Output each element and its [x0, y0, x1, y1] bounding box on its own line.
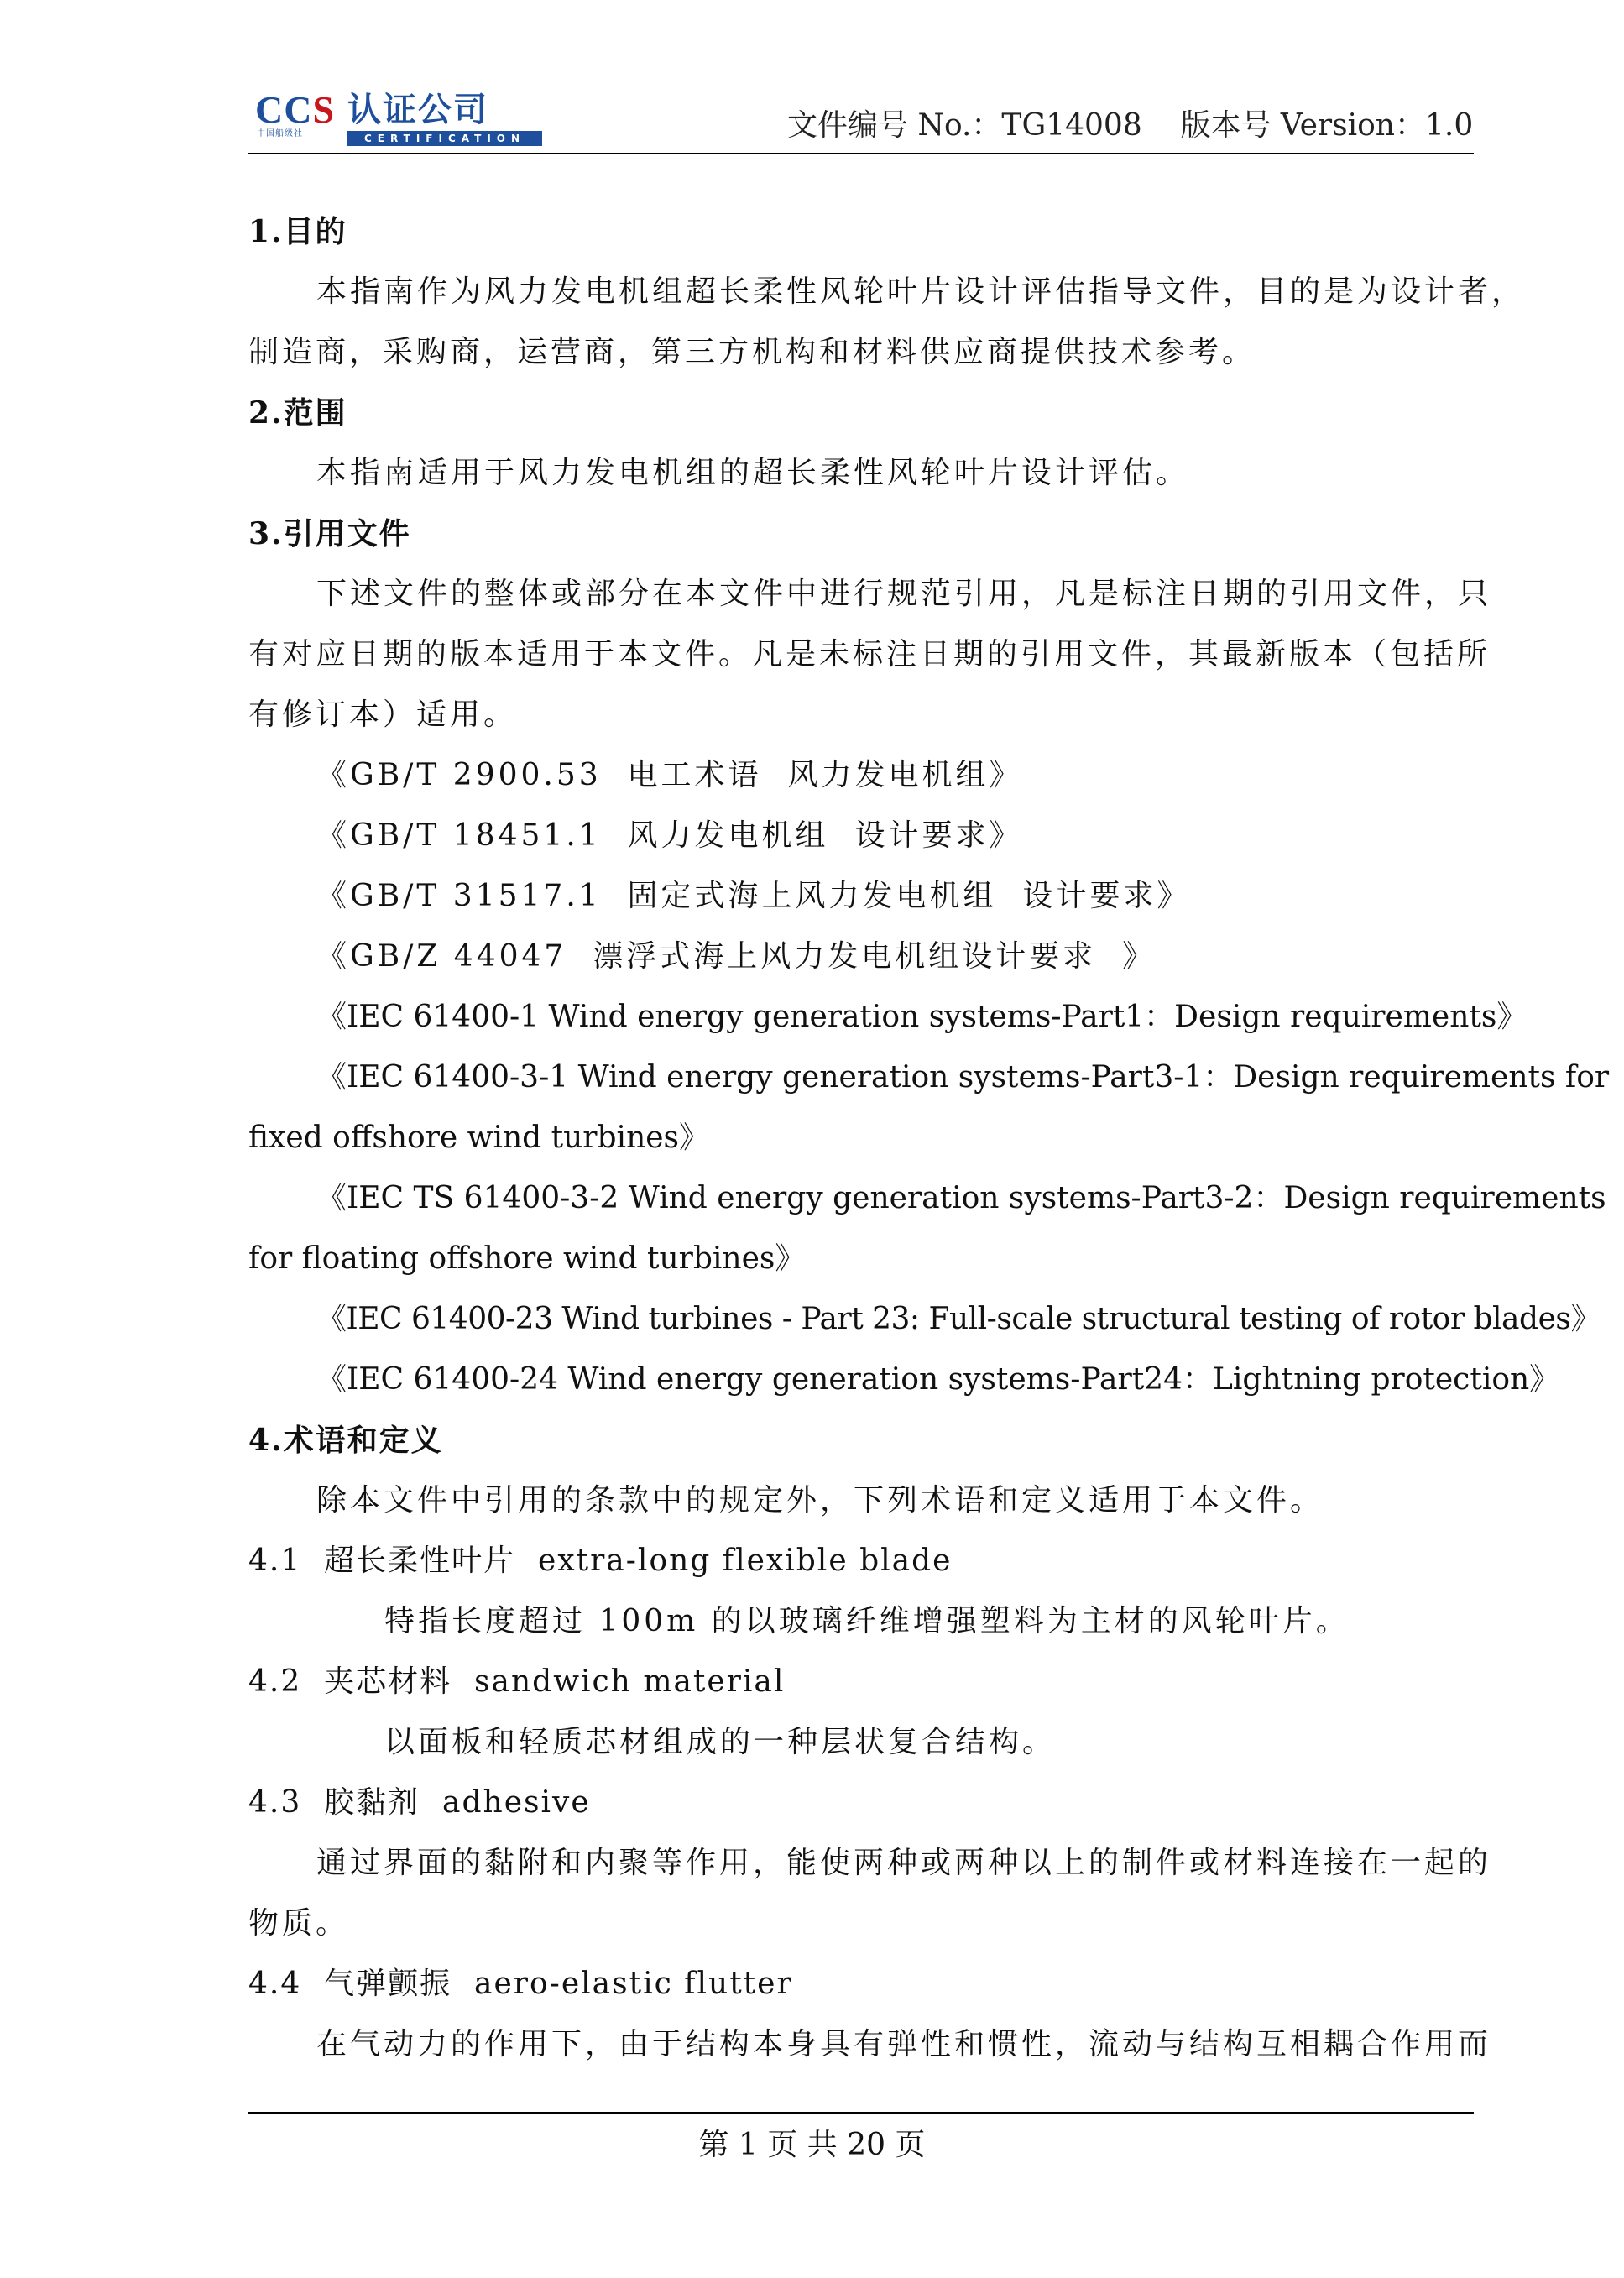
document-number-version: 文件编号 No.：TG14008 版本号 Version：1.0	[787, 108, 1474, 143]
paragraph-line: 有修订本）适用。	[248, 698, 518, 732]
header-divider	[248, 153, 1474, 154]
term-heading: 4.4 气弹颤振 aero-elastic flutter	[248, 1967, 793, 2001]
section-heading-terms: 4.术语和定义	[248, 1423, 443, 1458]
reference-item: 《IEC 61400-3-1 Wind energy generation systems-Part3-1：Design requirements for	[316, 1060, 1610, 1095]
reference-item: 《GB/T 31517.1 固定式海上风力发电机组 设计要求》	[316, 879, 1191, 913]
reference-item-continuation: for floating offshore wind turbines》	[248, 1241, 806, 1276]
paragraph-line: 本指南适用于风力发电机组的超长柔性风轮叶片设计评估。	[316, 456, 1190, 490]
section-heading-scope: 2.范围	[248, 395, 347, 431]
reference-item: 《IEC 61400-23 Wind turbines - Part 23: Full-scale structural testing of rotor blades》	[316, 1302, 1601, 1336]
reference-item: 《IEC TS 61400-3-2 Wind energy generation systems-Part3-2：Design requirements	[316, 1181, 1606, 1215]
term-heading: 4.1 超长柔性叶片 extra-long flexible blade	[248, 1544, 953, 1578]
logo-small-text: 中国船级社	[257, 129, 303, 138]
paragraph-line: 制造商，采购商，运营商，第三方机构和材料供应商提供技术参考。	[248, 335, 1256, 369]
reference-item-continuation: fixed offshore wind turbines》	[248, 1121, 710, 1155]
logo-ccs-text: CCS	[255, 88, 336, 131]
reference-item: 《GB/T 2900.53 电工术语 风力发电机组》	[316, 758, 1023, 792]
term-definition: 以面板和轻质芯材组成的一种层状复合结构。	[384, 1725, 1057, 1759]
paragraph-line: 有对应日期的版本适用于本文件。凡是未标注日期的引用文件，其最新版本（包括所	[248, 637, 1491, 671]
reference-item: 《GB/T 18451.1 风力发电机组 设计要求》	[316, 818, 1023, 853]
term-heading: 4.3 胶黏剂 adhesive	[248, 1785, 591, 1820]
paragraph-line: 下述文件的整体或部分在本文件中进行规范引用，凡是标注日期的引用文件，只	[316, 577, 1492, 611]
section-heading-references: 3.引用文件	[248, 516, 411, 551]
term-heading: 4.2 夹芯材料 sandwich material	[248, 1664, 786, 1699]
ccs-logo	[252, 88, 554, 148]
term-definition: 通过界面的黏附和内聚等作用，能使两种或两种以上的制件或材料连接在一起的	[316, 1846, 1492, 1880]
paragraph-line: 本指南作为风力发电机组超长柔性风轮叶片设计评估指导文件，目的是为设计者，	[316, 274, 1526, 309]
page-number: 第 1 页 共 20 页	[698, 2128, 926, 2162]
reference-item: 《IEC 61400-24 Wind energy generation systems-Part24：Lightning protection》	[316, 1362, 1560, 1397]
term-definition: 物质。	[248, 1906, 350, 1941]
reference-item: 《IEC 61400-1 Wind energy generation systems-Part1：Design requirements》	[316, 1000, 1527, 1034]
section-heading-purpose: 1.目的	[248, 214, 347, 249]
logo-chinese-text: 认证公司	[347, 91, 488, 129]
term-definition: 特指长度超过 100m 的以玻璃纤维增强塑料为主材的风轮叶片。	[384, 1604, 1350, 1638]
footer-divider	[248, 2112, 1474, 2114]
logo-certification-bar: CERTIFICATION	[347, 131, 542, 146]
reference-item: 《GB/Z 44047 漂浮式海上风力发电机组设计要求 》	[316, 939, 1157, 974]
term-definition: 在气动力的作用下，由于结构本身具有弹性和惯性，流动与结构互相耦合作用而	[316, 2027, 1492, 2061]
paragraph-line: 除本文件中引用的条款中的规定外，下列术语和定义适用于本文件。	[316, 1483, 1324, 1518]
